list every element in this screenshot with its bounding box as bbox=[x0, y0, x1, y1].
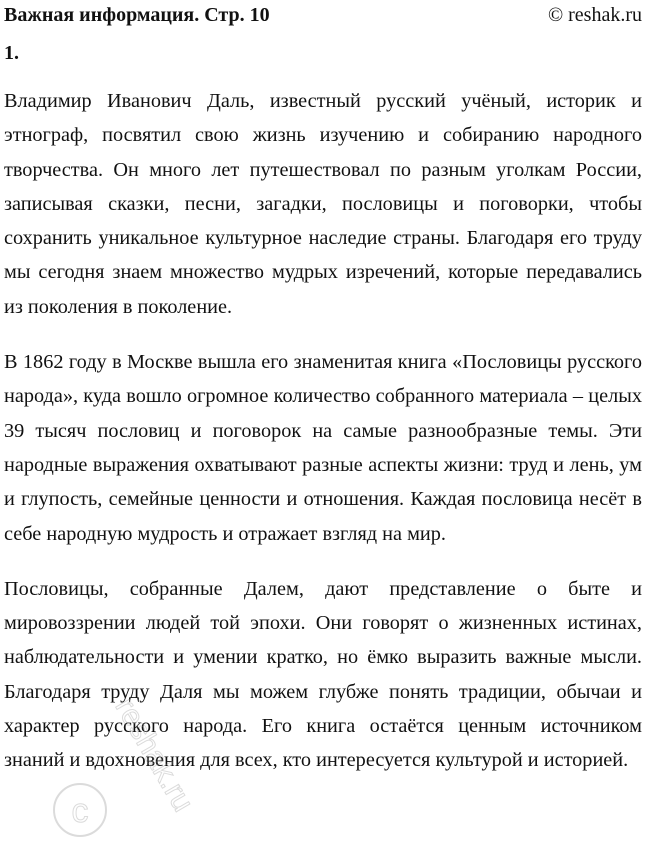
paragraph: Владимир Иванович Даль, известный русский учёный, историк и этнограф, посвятил свою жизнь изучению и собиранию народного творчества. Он много лет путешествовал по разным уголкам России, записывая сказки, песни, загадки, пословицы и поговорки, чтобы сохранить уникальное культурное наследие страны. Благодаря его труду мы сегодня знаем множество мудрых изречений, которые передавались из поколения в поколение. bbox=[4, 90, 642, 318]
document-body bbox=[4, 84, 642, 799]
paragraph: В 1862 году в Москве вышла его знаменитая книга «Пословицы русского народа», куда вошло огромное количество собранного материала – целых 39 тысяч пословиц и поговорок на самые разнообразные темы. Эти народные выражения охватывают разные аспекты жизни: труд и лень, ум и глупость, семейные ценности и отношения. Каждая пословица несёт в себе народную мудрость и отражает взгляд на мир. bbox=[4, 351, 642, 545]
site-credit: © reshak.ru bbox=[547, 3, 642, 26]
svg-text:reshak.ru: reshak.ru bbox=[108, 692, 200, 818]
page-title: Важная информация. Стр. 10 bbox=[4, 3, 270, 26]
task-number: 1. bbox=[4, 42, 19, 64]
paragraph: Пословицы, собранные Далем, дают представление о быте и мировоззрении людей той эпохи. Они говорят о жизненных истинах, наблюдательности и умении кратко, но ёмко выразить важные мысли. Благодаря труду Даля мы можем глубже понять традиции, обычаи и характер русского народа. Его книга остаётся ценным источником знаний и вдохновения для всех, кто интересуется культурой и историей. bbox=[4, 577, 642, 772]
page-header bbox=[4, 0, 642, 30]
svg-text:c: c bbox=[71, 792, 89, 830]
